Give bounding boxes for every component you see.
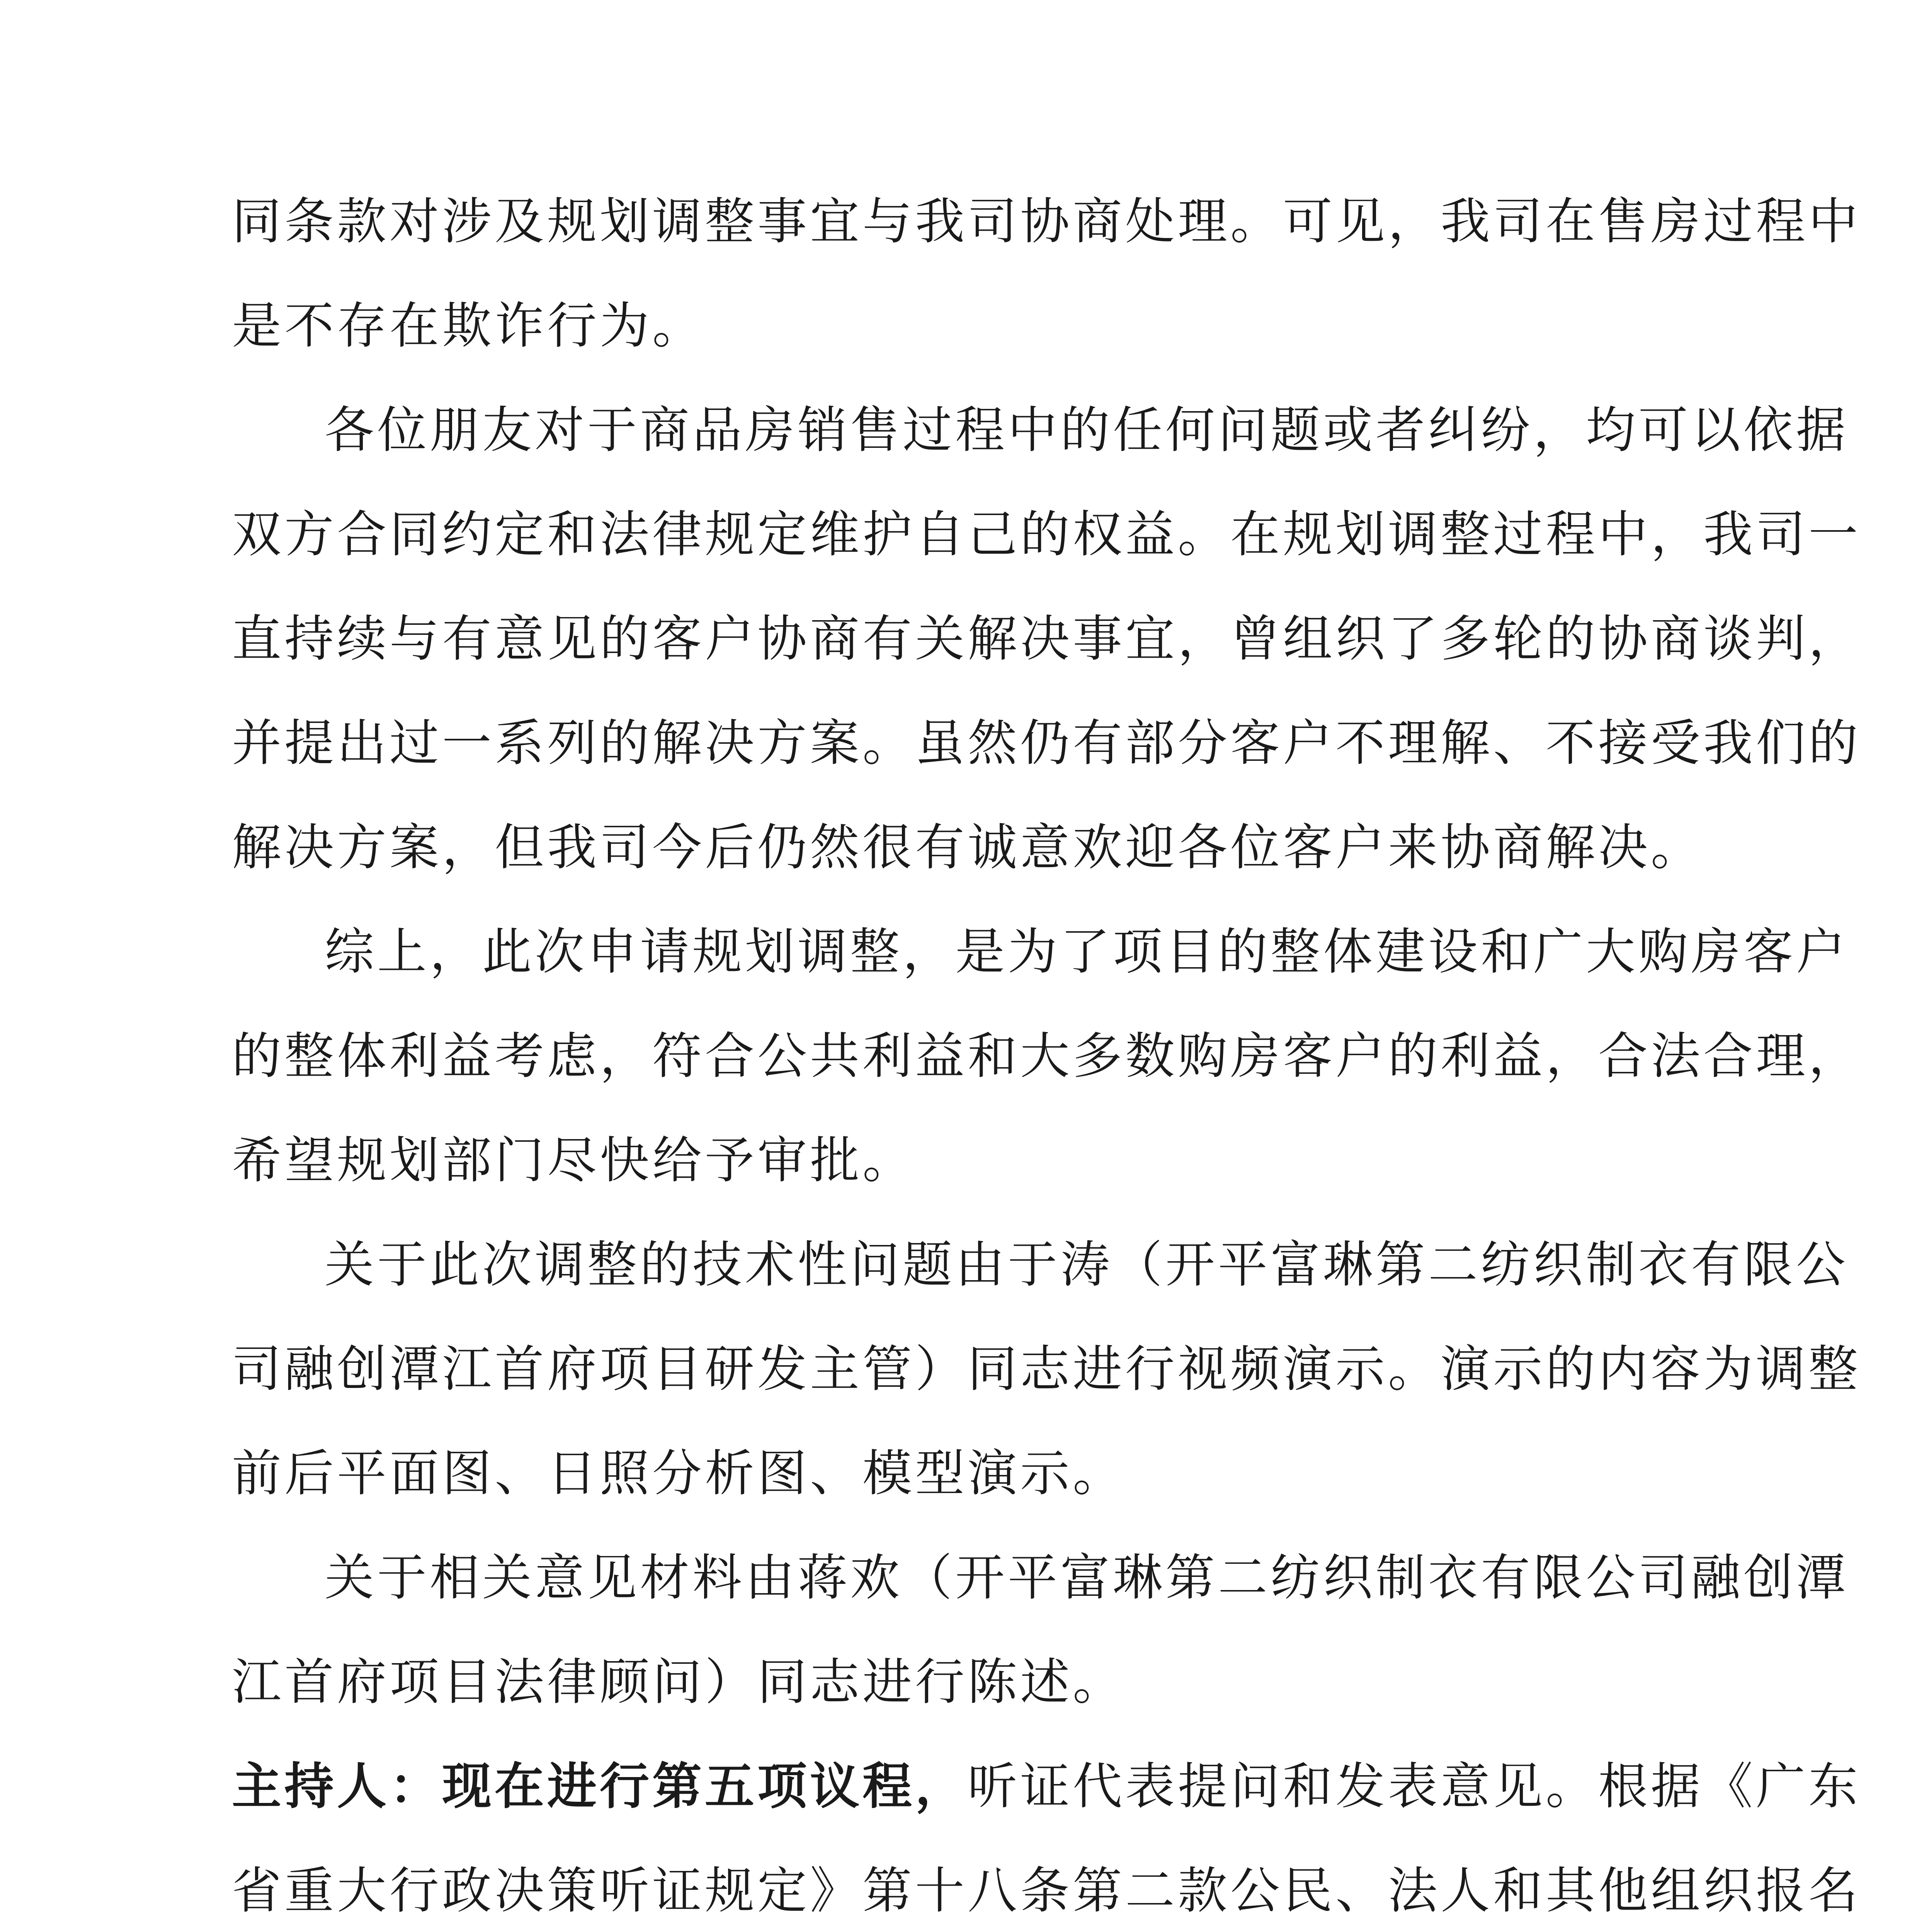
text-line: 的整体利益考虑，符合公共利益和大多数购房客户的利益，合法合理， [232, 1027, 1861, 1085]
text-line: 前后平面图、日照分析图、模型演示。 [232, 1445, 1126, 1502]
text-line: 综上，此次申请规划调整，是为了项目的整体建设和广大购房客户 [325, 923, 1849, 981]
text-line [232, 1747, 1861, 1818]
text-line: 关于相关意见材料由蒋欢（开平富琳第二纺织制衣有限公司融创潭 [325, 1549, 1849, 1607]
text-line: 直持续与有意见的客户协商有关解决事宜，曾组织了多轮的协商谈判， [232, 610, 1861, 668]
text-line: 希望规划部门尽快给予审批。 [232, 1132, 915, 1189]
text-line: 是不存在欺诈行为。 [232, 297, 705, 355]
speaker-label: 主持人：现在进行第五项议程， [232, 1757, 968, 1815]
text-line: 同条款对涉及规划调整事宜与我司协商处理。可见，我司在售房过程中 [232, 193, 1861, 250]
text-line: 各位朋友对于商品房销售过程中的任何问题或者纠纷，均可以依据 [325, 401, 1849, 459]
text-line: 并提出过一系列的解决方案。虽然仍有部分客户不理解、不接受我们的 [232, 714, 1861, 772]
text-line: 省重大行政决策听证规定》第十八条第二款公民、法人和其他组织报名 [232, 1862, 1861, 1920]
text-span: 听证代表提问和发表意见。根据《广东 [968, 1758, 1861, 1815]
text-line: 江首府项目法律顾问）同志进行陈述。 [232, 1653, 1126, 1711]
text-line: 解决方案，但我司今后仍然很有诚意欢迎各位客户来协商解决。 [232, 819, 1704, 876]
text-line: 司融创潭江首府项目研发主管）同志进行视频演示。演示的内容为调整 [232, 1340, 1861, 1398]
text-line: 关于此次调整的技术性问题由于涛（开平富琳第二纺织制衣有限公 [325, 1236, 1849, 1294]
text-line: 双方合同约定和法律规定维护自己的权益。在规划调整过程中，我司一 [232, 506, 1861, 563]
